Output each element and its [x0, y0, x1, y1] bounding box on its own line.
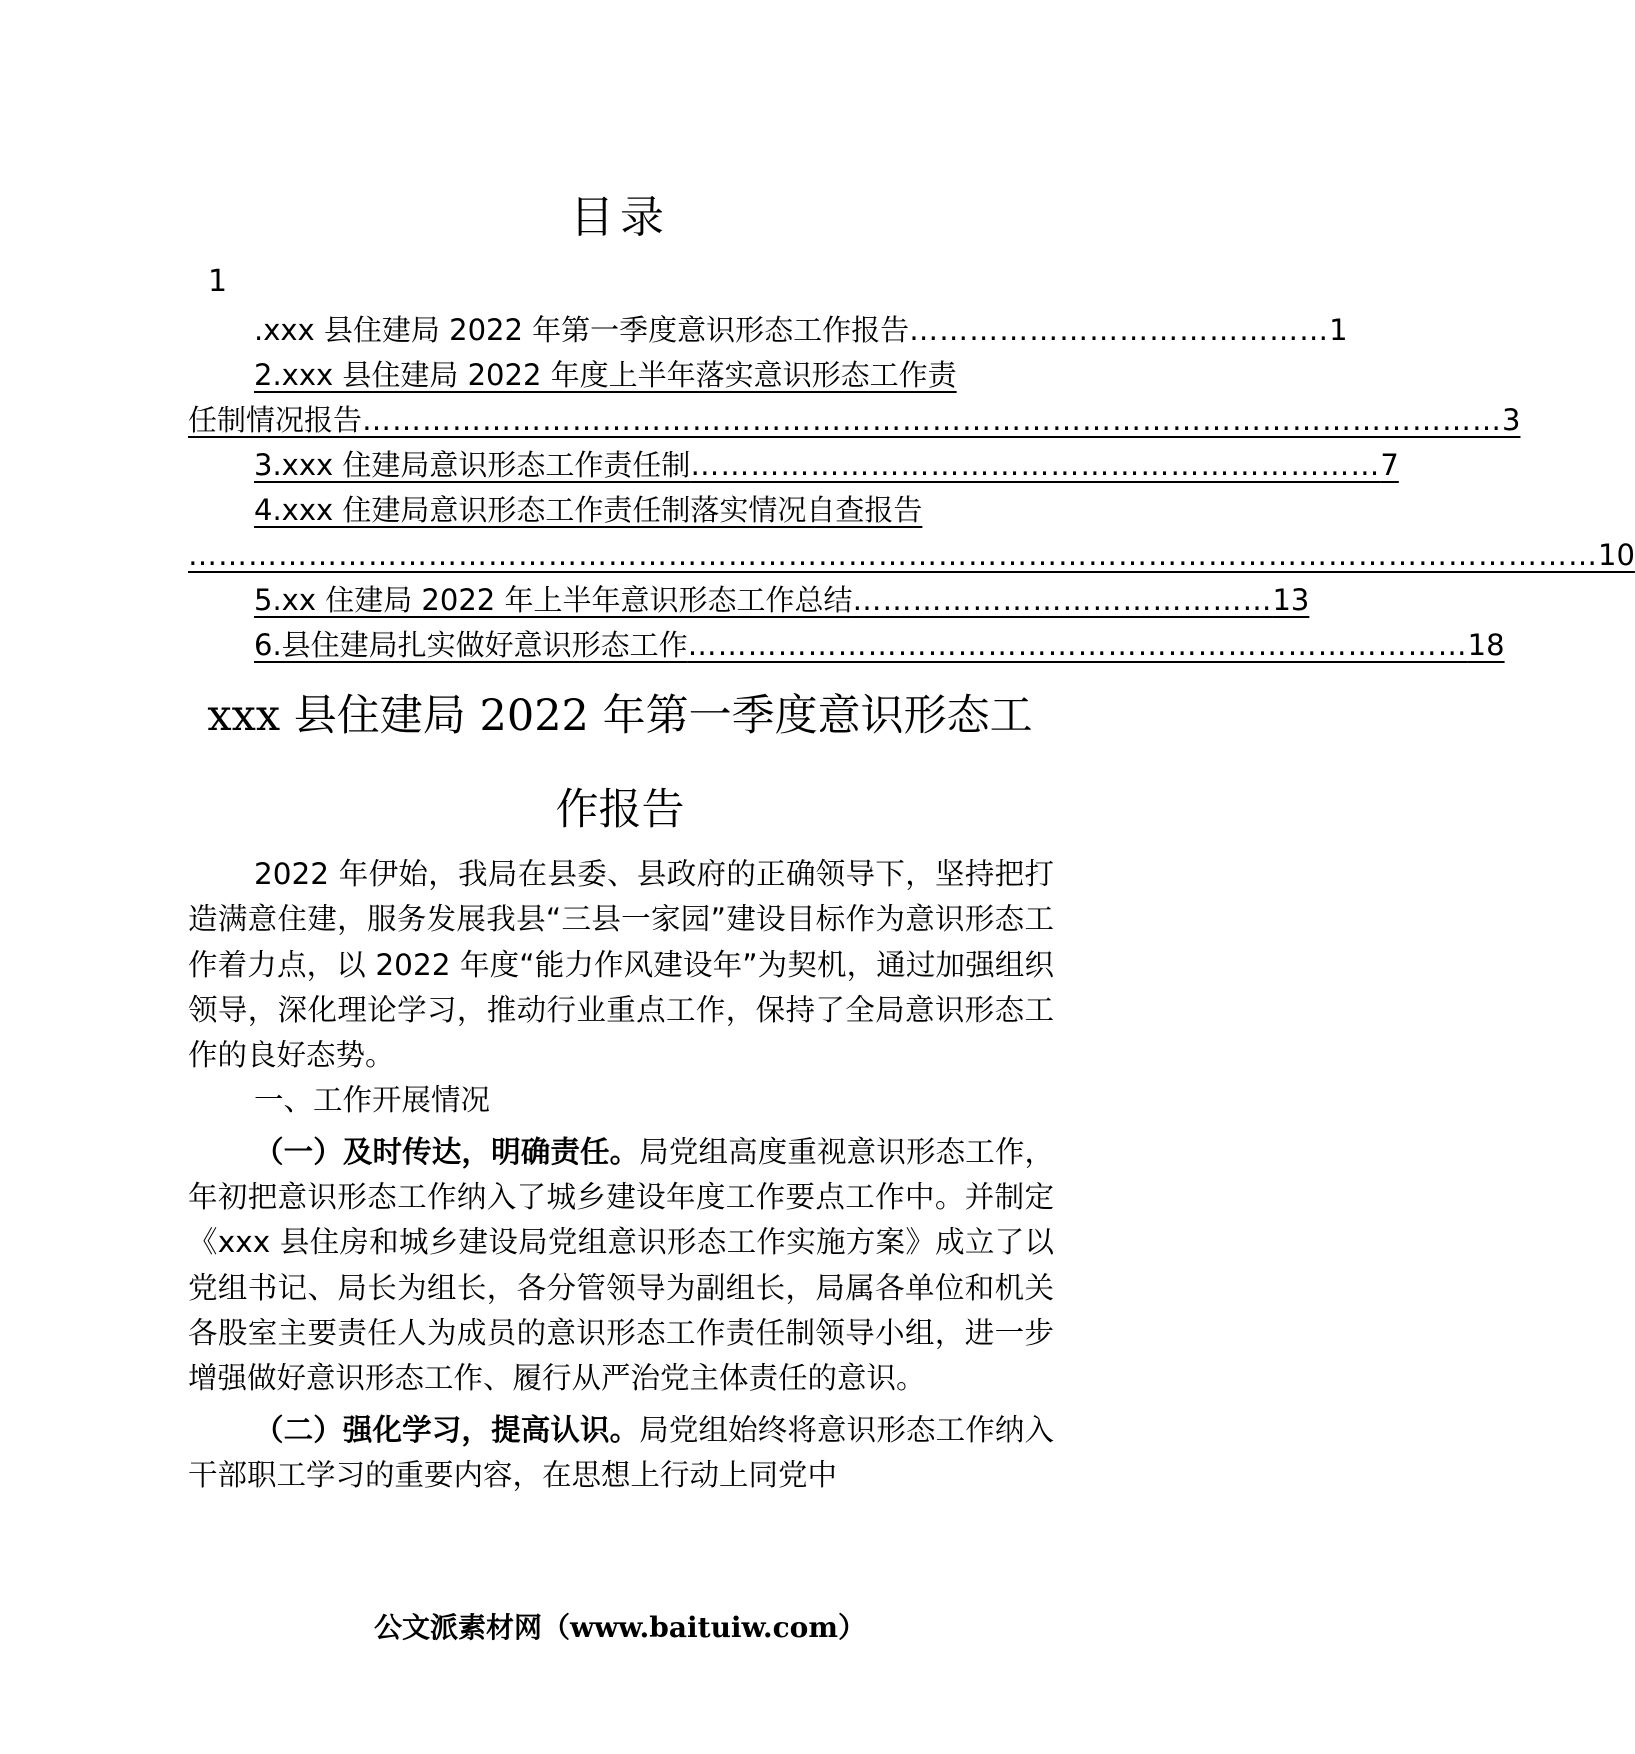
toc-item-label: 2.xxx 县住建局 2022 年度上半年落实意识形态工作责 — [254, 358, 957, 392]
footer-source: 公文派素材网（www.baituiw.com） — [374, 1611, 866, 1644]
toc-item-page: 10 — [1598, 538, 1635, 572]
toc-item-label: 3.xxx 住建局意识形态工作责任制 — [254, 448, 691, 482]
toc-item-label: .xxx 县住建局 2022 年第一季度意识形态工作报告 — [254, 313, 910, 347]
toc-item-4[interactable] — [188, 488, 1052, 533]
toc-item-page: 7 — [1380, 448, 1399, 482]
paragraph-1-lead: （一）及时传达，明确责任。 — [254, 1134, 640, 1169]
toc-item-page: 1 — [1329, 313, 1348, 347]
toc-lead-number: 1 — [208, 264, 228, 299]
toc-leader-dots: …………………………………………………………………………………………………………………………… — [188, 538, 1598, 572]
toc-item-label: 任制情况报告 — [188, 403, 363, 437]
toc-leader-dots: …………………………………………………………… — [690, 448, 1381, 482]
toc-item-3[interactable] — [188, 443, 1399, 488]
toc-item-4-continued[interactable] — [188, 533, 1635, 578]
intro-paragraph: 2022 年伊始，我局在县委、县政府的正确领导下，坚持把打造满意住建，服务发展我县“三县一家园”建设目标作为意识形态工作着力点，以 2022 年度“能力作风建设年”为契机，通过加强组织领导，深化理论学习，推动行业重点工作，保持了全局意识形态工作的良好态势。 — [188, 857, 1054, 1073]
toc-item-label: 6.县住建局扎实做好意识形态工作 — [254, 628, 688, 662]
toc-item-page: 3 — [1502, 403, 1521, 437]
toc-leader-dots: …………………………………………………………………………………………………… — [362, 403, 1503, 437]
paragraph-2 — [188, 1408, 1054, 1499]
toc-item-label: 4.xxx 住建局意识形态工作责任制落实情况自查报告 — [254, 493, 923, 527]
paragraph-1 — [188, 1130, 1054, 1402]
toc-item-page: 18 — [1467, 628, 1505, 662]
section-heading: 一、工作开展情况 — [254, 1083, 491, 1118]
toc-item-page: 13 — [1272, 583, 1310, 617]
paragraph-2-lead: （二）强化学习，提高认识。 — [254, 1412, 640, 1447]
toc-item-1[interactable] — [188, 308, 1348, 353]
toc-item-6[interactable] — [188, 623, 1505, 668]
toc-leader-dots: …………………………………… — [909, 313, 1330, 347]
toc-item-2-continued[interactable] — [188, 398, 1521, 443]
paragraph-2-body: 局党组始终将意识形态工作纳入干部职工学习的重要内容，在思想上行动上同党中 — [188, 1412, 1054, 1492]
toc-item-label: 5.xx 住建局 2022 年上半年意识形态工作总结 — [254, 583, 853, 617]
toc-title: 目录 — [570, 192, 670, 243]
toc-list — [188, 308, 1635, 668]
document-body — [188, 852, 1054, 1498]
toc-item-2[interactable] — [188, 353, 1052, 398]
document-title-line-2: 作报告 — [555, 785, 685, 835]
toc-leader-dots: …………………………………………………………………… — [687, 628, 1468, 662]
paragraph-1-body: 局党组高度重视意识形态工作，年初把意识形态工作纳入了城乡建设年度工作要点工作中。并制定《xxx 县住房和城乡建设局党组意识形态工作实施方案》成立了以党组书记、局长为组长，各分管领导为副组长，局属各单位和机关各股室主要责任人为成员的意识形态工作责任制领导小组，进一步增强做好意识形态工作、履行从严治党主体责任的意识。 — [188, 1134, 1054, 1396]
toc-leader-dots: …………………………………… — [852, 583, 1273, 617]
toc-item-5[interactable] — [188, 578, 1310, 623]
document-title-line-1: xxx 县住建局 2022 年第一季度意识形态工 — [207, 691, 1033, 741]
